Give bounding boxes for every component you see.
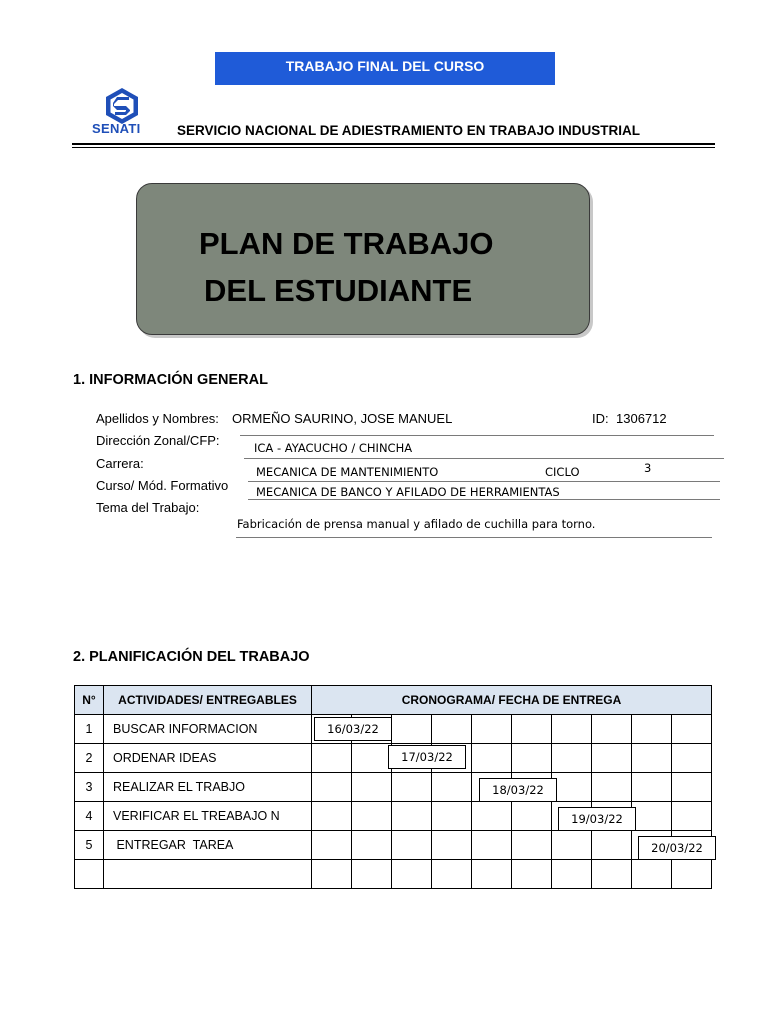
header-rule — [72, 143, 715, 145]
date-box: 16/03/22 — [314, 717, 392, 741]
underline — [236, 537, 712, 538]
ciclo-value: 3 — [644, 461, 652, 475]
row-num: 1 — [75, 715, 104, 744]
page-title-line1: PLAN DE TRABAJO — [199, 226, 494, 261]
row-num: 3 — [75, 773, 104, 802]
underline — [244, 458, 724, 459]
table-row — [75, 715, 712, 744]
date-box: 18/03/22 — [479, 778, 557, 802]
zonal-label: Dirección Zonal/CFP: — [96, 433, 220, 448]
name-label: Apellidos y Nombres: — [96, 411, 219, 426]
underline — [248, 499, 720, 500]
zonal-value: ICA - AYACUCHO / CHINCHA — [254, 441, 413, 455]
row-num: 4 — [75, 802, 104, 831]
name-value: ORMEÑO SAURINO, JOSE MANUEL — [232, 411, 453, 426]
institution-name: SERVICIO NACIONAL DE ADIESTRAMIENTO EN TRABAJO INDUSTRIAL — [177, 123, 641, 138]
row-activity: BUSCAR INFORMACION — [104, 715, 312, 744]
topic-label: Tema del Trabajo: — [96, 500, 200, 515]
row-activity: ENTREGAR TAREA — [104, 831, 312, 860]
career-value: MECANICA DE MANTENIMIENTO — [256, 465, 439, 479]
table-row-empty — [75, 860, 712, 889]
underline — [240, 435, 714, 436]
table-row — [75, 773, 712, 802]
row-num: 5 — [75, 831, 104, 860]
date-box: 20/03/22 — [638, 836, 716, 860]
table-row — [75, 831, 712, 860]
row-activity: ORDENAR IDEAS — [104, 744, 312, 773]
row-num: 2 — [75, 744, 104, 773]
ciclo-label: CICLO — [545, 465, 580, 479]
course-label: Curso/ Mód. Formativo — [96, 478, 229, 493]
table-header-row — [75, 686, 712, 715]
underline — [248, 481, 720, 482]
header-schedule: CRONOGRAMA/ FECHA DE ENTREGA — [312, 686, 712, 715]
page-title-line2: DEL ESTUDIANTE — [204, 273, 473, 308]
header-rule-thin — [72, 147, 715, 148]
course-value: MECANICA DE BANCO Y AFILADO DE HERRAMIENTAS — [256, 485, 560, 499]
header-activities: ACTIVIDADES/ ENTREGABLES — [104, 686, 312, 715]
course-banner: TRABAJO FINAL DEL CURSO — [215, 52, 555, 85]
header-num: N° — [75, 686, 104, 715]
planning-table — [74, 685, 712, 889]
row-activity: VERIFICAR EL TREABAJO N — [104, 802, 312, 831]
topic-value: Fabricación de prensa manual y afilado de cuchilla para torno. — [237, 517, 596, 531]
section-heading-planning: 2. PLANIFICACIÓN DEL TRABAJO — [73, 649, 310, 665]
career-label: Carrera: — [96, 456, 144, 471]
date-box: 17/03/22 — [388, 745, 466, 769]
row-activity: REALIZAR EL TRABJO — [104, 773, 312, 802]
logo-text: SENATI — [92, 121, 141, 136]
section-heading-general: 1. INFORMACIÓN GENERAL — [73, 372, 268, 388]
id-label: ID: — [592, 411, 609, 426]
date-box: 19/03/22 — [558, 807, 636, 831]
id-value: 1306712 — [616, 411, 667, 426]
